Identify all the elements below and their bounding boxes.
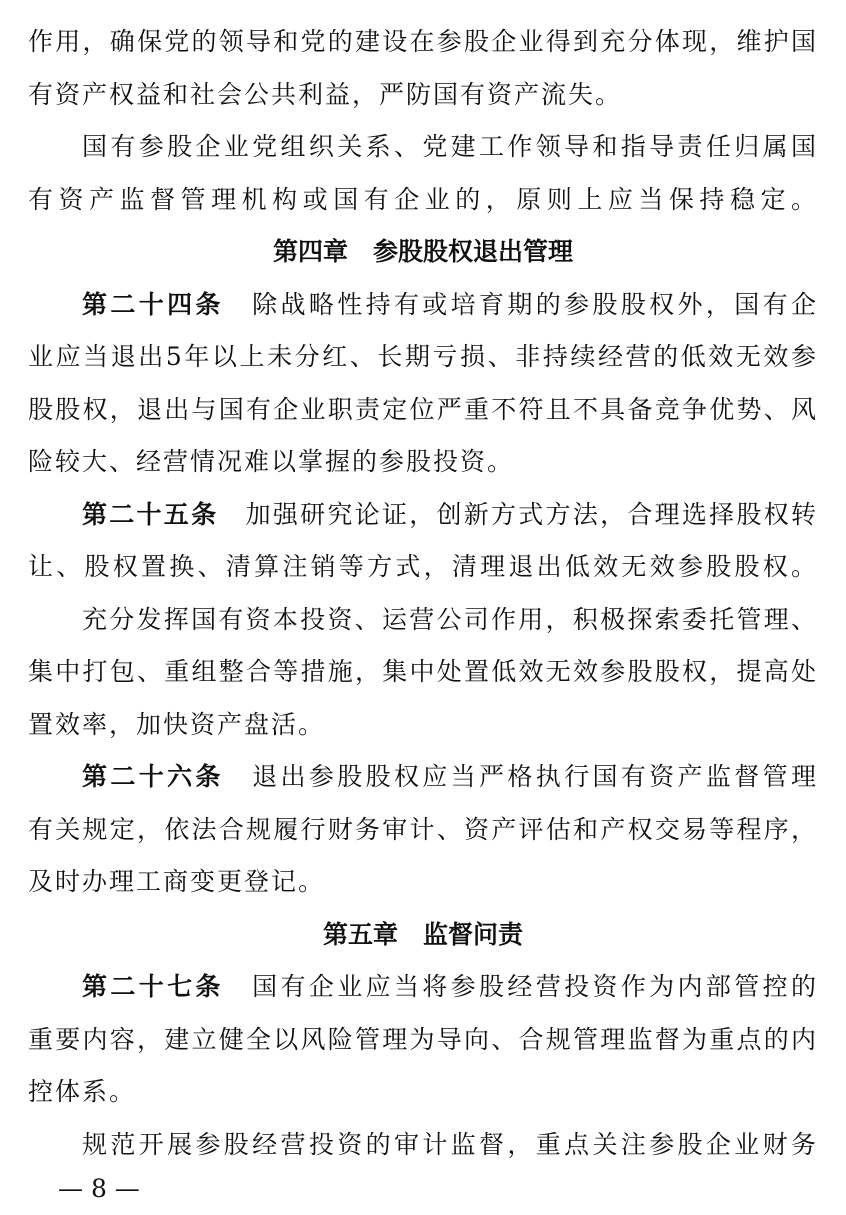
text-line: 险较大、经营情况难以掌握的参股投资。 <box>28 447 515 476</box>
text-line: 充分发挥国有资本投资、运营公司作用，积极探索委托管理、 <box>82 605 818 634</box>
text-line: 规范开展参股经营投资的审计监督，重点关注参股企业财务 <box>82 1130 818 1159</box>
article-text: 退出参股股权应当严格执行国有资产监督管理 <box>223 762 818 791</box>
text-line: 集中打包、重组整合等措施，集中处置低效无效参股股权，提高处 <box>28 657 818 686</box>
article-number: 第二十四条 <box>82 290 224 319</box>
text-line: 重要内容，建立健全以风险管理为导向、合规管理监督为重点的内 <box>28 1025 818 1054</box>
article-24-first-line <box>82 285 818 325</box>
text-line: 置效率，加快资产盘活。 <box>28 710 326 739</box>
text-line: 有关规定，依法合规履行财务审计、资产评估和产权交易等程序， <box>28 815 818 844</box>
text-line: 业应当退出5年以上未分红、长期亏损、非持续经营的低效无效参 <box>28 342 818 371</box>
article-27-first-line <box>82 967 818 1007</box>
chapter-heading-4: 第四章 参股股权退出管理 <box>272 237 573 266</box>
text-line: 有资产权益和社会公共利益，严防国有资产流失。 <box>28 80 623 109</box>
chapter-heading-5: 第五章 监督问责 <box>322 920 523 949</box>
text-line: 及时办理工商变更登记。 <box>28 867 326 896</box>
article-text: 加强研究论证，创新方式方法，合理选择股权转 <box>218 500 818 529</box>
text-line: 作用，确保党的领导和党的建设在参股企业得到充分体现，维护国 <box>28 27 818 56</box>
text-line: 控体系。 <box>28 1077 137 1106</box>
text-line: 有资产监督管理机构或国有企业的，原则上应当保持稳定。 <box>28 185 818 214</box>
article-text: 除战略性持有或培育期的参股股权外，国有企 <box>223 290 818 319</box>
article-text: 国有企业应当将参股经营投资作为内部管控的 <box>223 972 818 1001</box>
article-number: 第二十七条 <box>82 972 224 1001</box>
article-25-first-line <box>82 495 818 535</box>
page-number: — 8 — <box>58 1174 140 1203</box>
text-line: 国有参股企业党组织关系、党建工作领导和指导责任归属国 <box>82 132 818 161</box>
article-number: 第二十五条 <box>82 500 219 529</box>
text-line: 让、股权置换、清算注销等方式，清理退出低效无效参股股权。 <box>28 552 818 581</box>
text-line: 股股权，退出与国有企业职责定位严重不符且不具备竞争优势、风 <box>28 395 818 424</box>
article-number: 第二十六条 <box>82 762 224 791</box>
article-26-first-line <box>82 757 818 797</box>
